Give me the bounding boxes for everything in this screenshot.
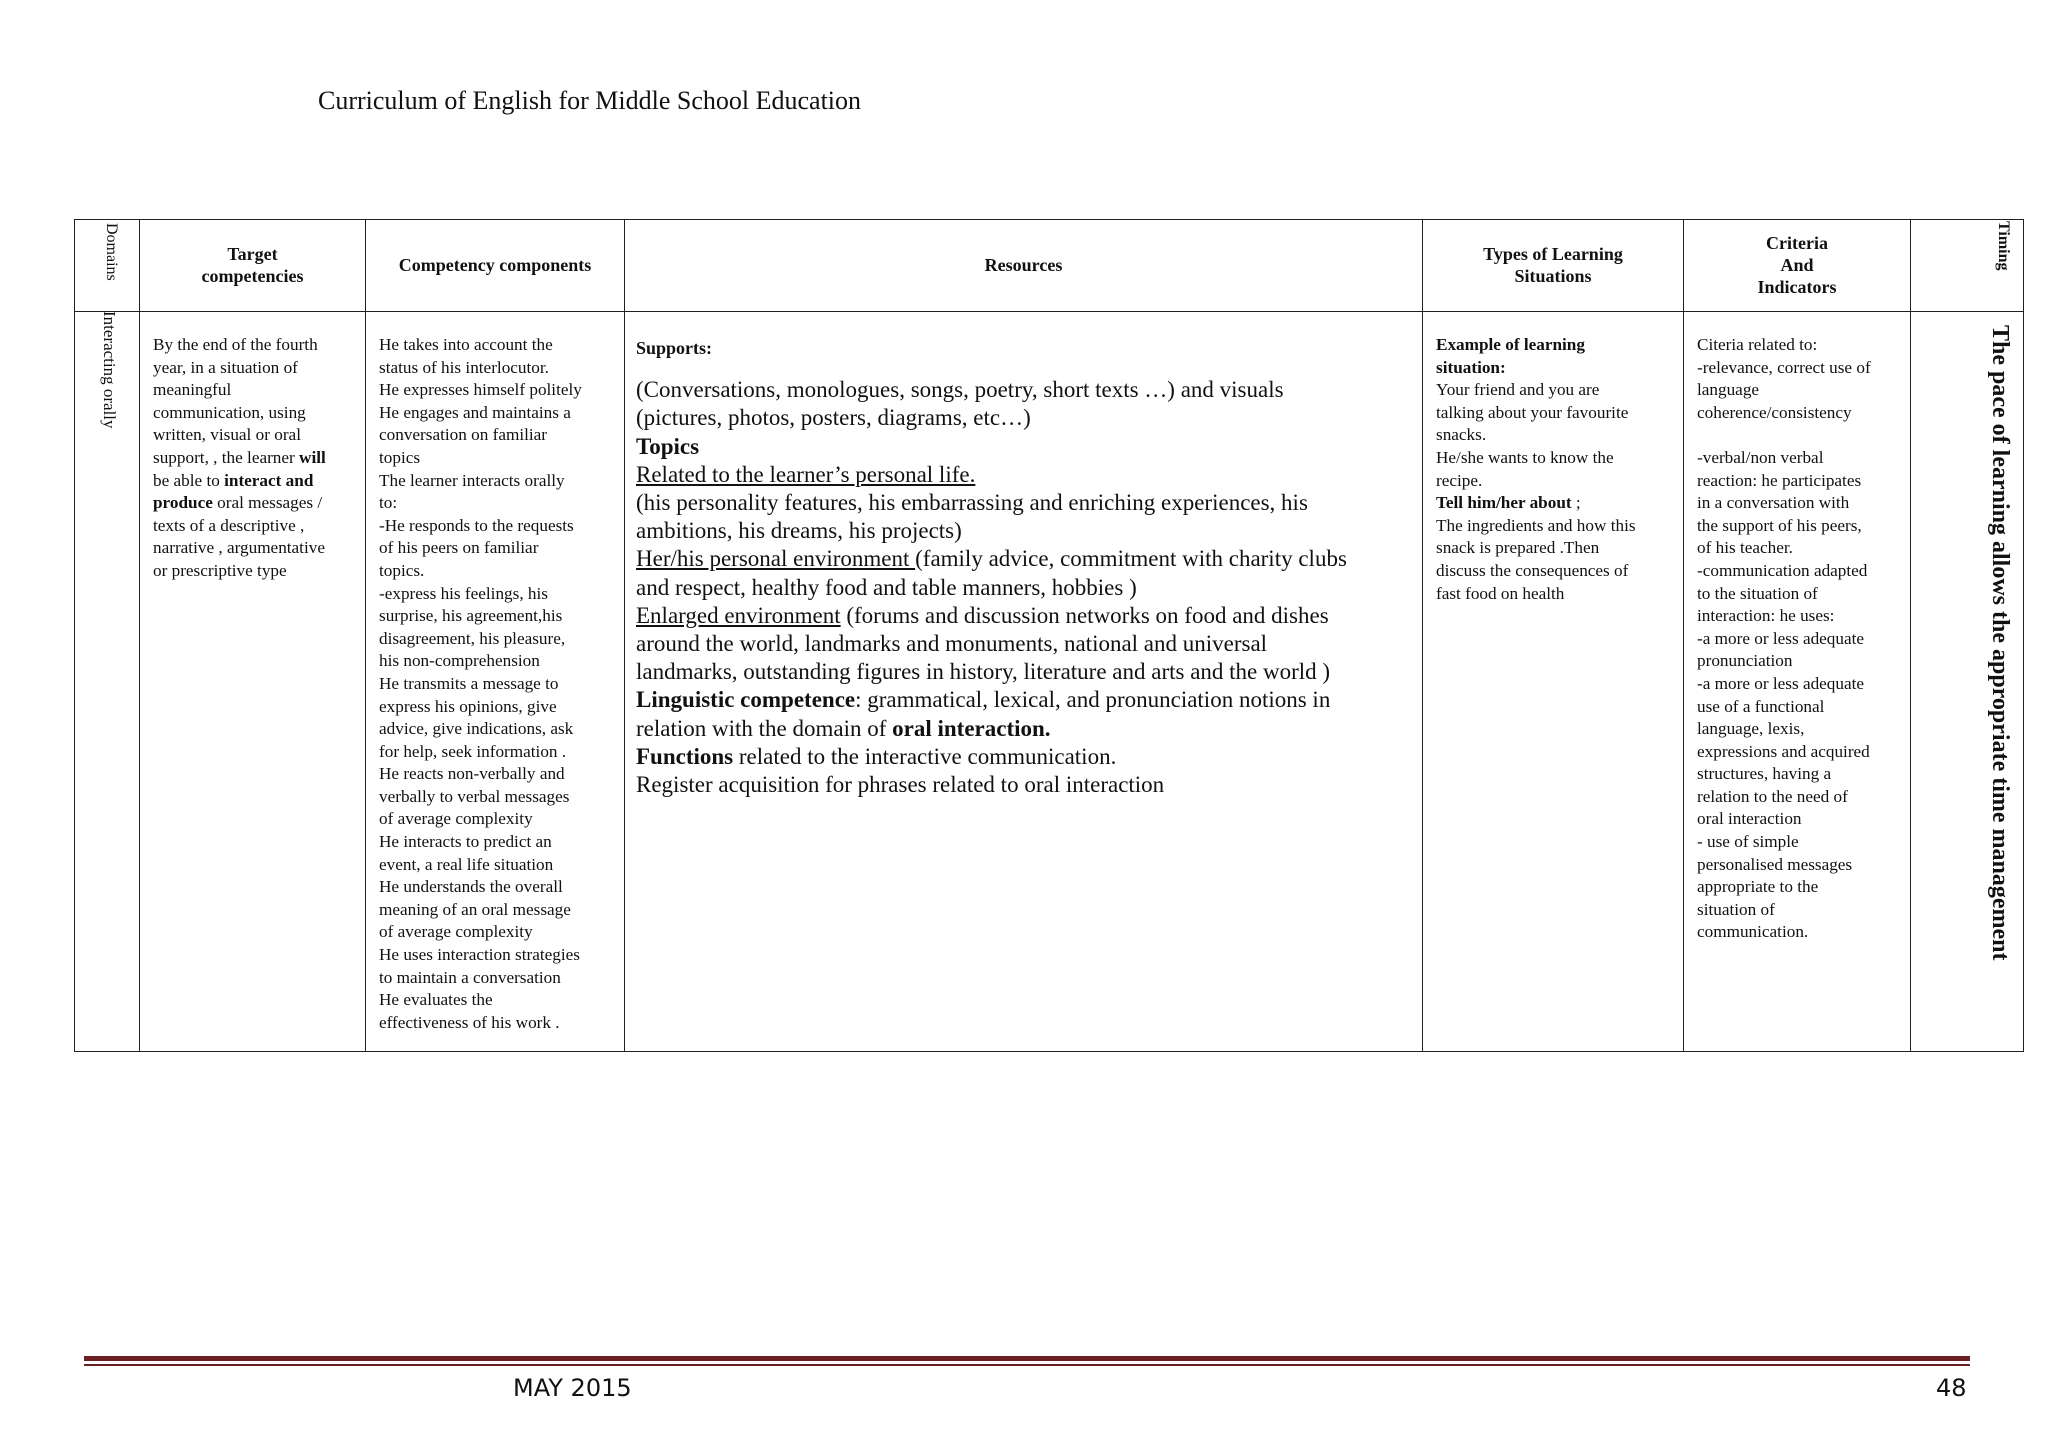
text-line: landmarks, outstanding figures in history, literature and arts and the world ) <box>636 659 1331 685</box>
text-line: Related to the learner’s personal life. <box>636 461 976 487</box>
col-border <box>2023 219 2024 1052</box>
text-line: The learner interacts orally <box>379 470 565 490</box>
underlined-run: Her/his personal environment <box>636 546 916 572</box>
text-line: of his peers on familiar <box>379 538 539 558</box>
text-line: Register acquisition for phrases related to oral interaction <box>636 772 1165 798</box>
col-border <box>1422 219 1423 1052</box>
text-line: of average complexity <box>379 922 533 942</box>
text-line: -relevance, correct use of <box>1697 357 1871 377</box>
text-line: written, visual or oral <box>153 425 301 445</box>
document-header-title: Curriculum of English for Middle School Education <box>318 86 862 115</box>
text-line <box>636 602 1347 630</box>
text-line <box>636 743 1347 771</box>
text-run: support, , the learner <box>153 447 300 467</box>
text-run: relation with the domain of <box>636 715 893 741</box>
bold-run: oral interaction. <box>892 715 1051 741</box>
target-competencies-cell <box>153 334 326 583</box>
text-line: and respect, healthy food and table manners, hobbies ) <box>636 574 1137 600</box>
header-target-line1: Target <box>227 244 278 264</box>
text-line: around the world, landmarks and monuments, national and universal <box>636 631 1268 657</box>
text-line: - use of simple <box>1697 832 1799 852</box>
text-line: Your friend and you are <box>1436 380 1600 400</box>
text-run: : grammatical, lexical, and pronunciation notions in <box>855 687 1331 713</box>
text-line: He/she wants to know the <box>1436 447 1614 467</box>
underlined-run: Enlarged environment <box>636 602 841 628</box>
text-line: communication, using <box>153 402 306 422</box>
page-number: 48 <box>1936 1374 1967 1402</box>
text-run: (forums and discussion networks on food and dishes <box>840 602 1329 628</box>
header-criteria-line1: Criteria <box>1766 233 1828 253</box>
text-line: topics <box>379 447 421 467</box>
timing-cell: The pace of learning allows the appropriate time management <box>1987 325 2013 961</box>
competency-components-cell <box>379 334 582 1034</box>
col-border <box>624 219 625 1052</box>
text-line: meaning of an oral message <box>379 899 571 919</box>
text-line: talking about your favourite <box>1436 402 1629 422</box>
text-line: Example of learning <box>1436 335 1585 354</box>
text-line: expressions and acquired <box>1697 741 1870 761</box>
col-border <box>1683 219 1684 1052</box>
text-line: conversation on familiar <box>379 425 547 445</box>
text-line: of average complexity <box>379 809 533 829</box>
text-line: status of his interlocutor. <box>379 357 549 377</box>
text-line: Citeria related to: <box>1697 335 1818 354</box>
text-line: disagreement, his pleasure, <box>379 628 566 648</box>
text-line: snacks. <box>1436 425 1487 445</box>
text-line: recipe. <box>1436 470 1483 490</box>
text-line: -express his feelings, his <box>379 583 548 603</box>
text-line: narrative , argumentative <box>153 538 325 558</box>
text-line: interaction: he uses: <box>1697 606 1835 626</box>
header-competency-components: Competency components <box>398 255 592 275</box>
text-line <box>153 492 326 515</box>
footer-date: MAY 2015 <box>513 1374 632 1402</box>
text-line: He uses interaction strategies <box>379 945 580 965</box>
topics-heading: Topics <box>636 433 700 459</box>
text-line: He interacts to predict an <box>379 832 552 852</box>
text-line: He understands the overall <box>379 877 563 897</box>
text-line: personalised messages <box>1697 854 1853 874</box>
col-border <box>139 219 140 1052</box>
bold-run: Tell him/her about <box>1436 493 1572 513</box>
text-line: texts of a descriptive , <box>153 515 305 535</box>
header-target-competencies <box>140 219 365 311</box>
text-line: language <box>1697 380 1760 400</box>
text-line: in a conversation with <box>1697 493 1850 513</box>
text-line: He takes into account the <box>379 335 553 354</box>
bold-run: produce <box>153 493 213 513</box>
text-line: By the end of the fourth <box>153 335 318 354</box>
text-line <box>1436 492 1636 515</box>
text-run: related to the interactive communication. <box>733 743 1117 769</box>
header-timing: Timing <box>1995 221 2012 271</box>
text-line: to maintain a conversation <box>379 967 561 987</box>
table-bottom-border <box>74 1051 2024 1052</box>
header-criteria-line3: Indicators <box>1757 277 1837 297</box>
text-line: (his personality features, his embarrassing and enriching experiences, his <box>636 490 1308 516</box>
text-line: structures, having a <box>1697 764 1832 784</box>
text-run: ; <box>1571 493 1581 513</box>
text-line: year, in a situation of <box>153 357 298 377</box>
text-line: meaningful <box>153 380 232 400</box>
text-line: surprise, his agreement,his <box>379 606 563 626</box>
text-run: (family advice, commitment with charity clubs <box>915 546 1347 572</box>
header-row-border <box>74 311 2024 312</box>
text-line: to the situation of <box>1697 583 1818 603</box>
text-line: discuss the consequences of <box>1436 560 1629 580</box>
text-line: (Conversations, monologues, songs, poetry, short texts …) and visuals <box>636 377 1284 403</box>
text-line <box>636 686 1347 714</box>
text-line: language, lexis, <box>1697 719 1805 739</box>
text-line: ambitions, his dreams, his projects) <box>636 518 962 544</box>
text-line: situation: <box>1436 357 1506 377</box>
col-border <box>365 219 366 1052</box>
text-line: pronunciation <box>1697 651 1793 671</box>
text-line: -communication adapted <box>1697 560 1868 580</box>
text-line: verbally to verbal messages <box>379 786 570 806</box>
text-line: topics. <box>379 560 425 580</box>
bold-run: Linguistic competence <box>636 687 856 713</box>
text-line: of his teacher. <box>1697 538 1793 558</box>
footer-rule-thin <box>84 1364 1970 1366</box>
text-line: situation of <box>1697 899 1775 919</box>
text-line <box>1697 424 1871 447</box>
text-line: communication. <box>1697 922 1809 942</box>
curriculum-table <box>74 219 2024 1052</box>
text-line: He expresses himself politely <box>379 380 582 400</box>
text-line: express his opinions, give <box>379 696 557 716</box>
header-types-line1: Types of Learning <box>1483 244 1623 264</box>
text-line: appropriate to the <box>1697 877 1819 897</box>
text-line: -verbal/non verbal <box>1697 447 1824 467</box>
supports-label: Supports: <box>636 338 713 358</box>
col-border <box>1910 219 1911 1052</box>
text-line: oral interaction <box>1697 809 1802 829</box>
bold-run: interact and <box>224 470 314 490</box>
text-line: He transmits a message to <box>379 673 559 693</box>
text-line: use of a functional <box>1697 696 1825 716</box>
header-criteria-line2: And <box>1780 255 1814 275</box>
header-resources: Resources <box>984 255 1063 275</box>
text-line: -a more or less adequate <box>1697 628 1865 648</box>
text-line: The ingredients and how this <box>1436 515 1636 535</box>
text-line: to: <box>379 493 398 513</box>
text-line: He engages and maintains a <box>379 402 571 422</box>
footer-rule-thick <box>84 1356 1970 1361</box>
text-line: He evaluates the <box>379 990 493 1010</box>
text-line: effectiveness of his work . <box>379 1012 560 1032</box>
header-domains: Domains <box>103 223 120 281</box>
text-line: reaction: he participates <box>1697 470 1862 490</box>
text-line: fast food on health <box>1436 583 1565 603</box>
col-border <box>74 219 75 1052</box>
text-line: coherence/consistency <box>1697 402 1852 422</box>
resources-cell <box>636 334 1347 799</box>
text-line: the support of his peers, <box>1697 515 1862 535</box>
text-line <box>636 545 1347 573</box>
text-line: for help, seek information . <box>379 741 567 761</box>
text-line: event, a real life situation <box>379 854 554 874</box>
text-line: or prescriptive type <box>153 560 287 580</box>
header-target-line2: competencies <box>201 266 304 286</box>
text-line: (pictures, photos, posters, diagrams, etc…) <box>636 405 1031 431</box>
header-criteria-indicators <box>1684 219 1910 311</box>
text-line: snack is prepared .Then <box>1436 538 1600 558</box>
text-line: -a more or less adequate <box>1697 673 1865 693</box>
text-line <box>153 470 326 493</box>
text-line: relation to the need of <box>1697 786 1848 806</box>
text-run: be able to <box>153 470 225 490</box>
header-types-line2: Situations <box>1514 266 1592 286</box>
domain-cell: Interacting orally <box>100 311 119 429</box>
text-line <box>153 447 326 470</box>
header-types-of-learning-situations <box>1423 219 1683 311</box>
learning-situations-cell <box>1436 334 1636 605</box>
text-line <box>636 715 1347 743</box>
text-line: He reacts non-verbally and <box>379 764 565 784</box>
text-run: oral messages / <box>212 493 323 513</box>
bold-run: Functions <box>636 743 734 769</box>
text-line: his non-comprehension <box>379 651 540 671</box>
text-line: -He responds to the requests <box>379 515 574 535</box>
criteria-indicators-cell <box>1697 334 1871 944</box>
text-line: advice, give indications, ask <box>379 719 574 739</box>
bold-run: will <box>299 447 326 467</box>
